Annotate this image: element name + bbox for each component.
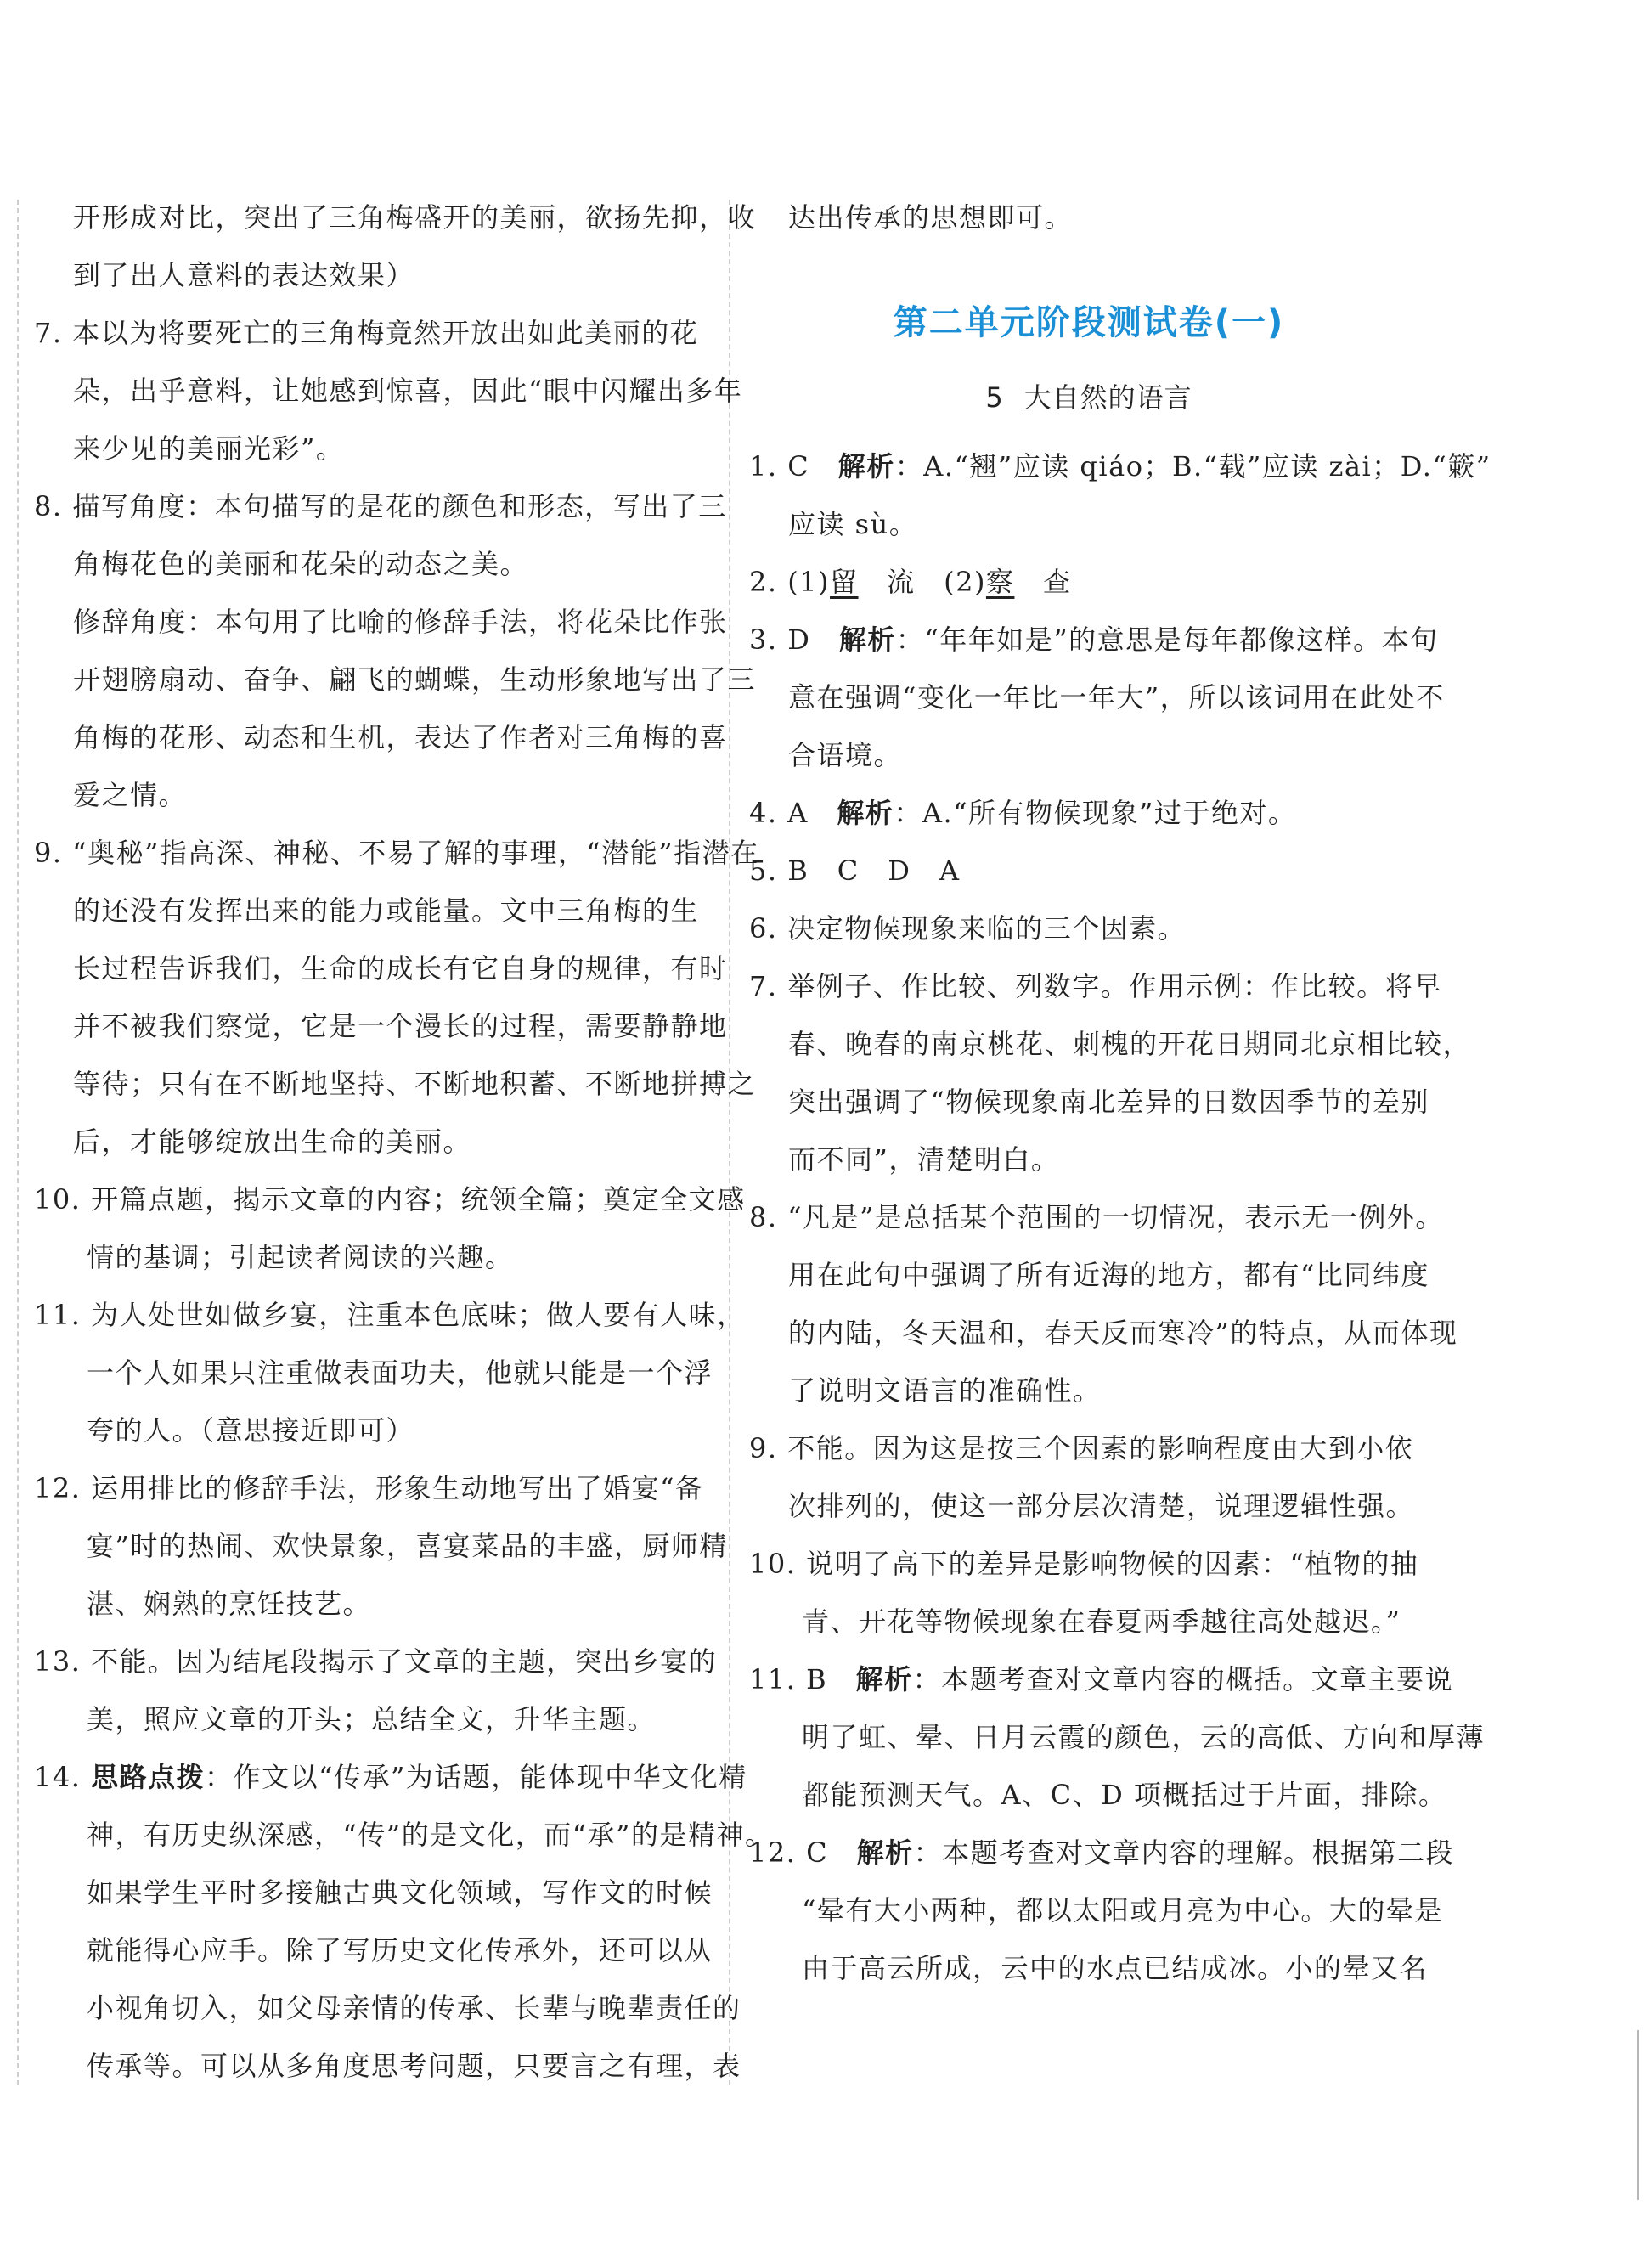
answer-line: 次排列的，使这一部分层次清楚，说理逻辑性强。 (788, 1490, 1415, 1522)
answer-line: 如果学生平时多接触古典文化领域，写作文的时候 (87, 1876, 713, 1909)
item-text: ：A.“所有物候现象”过于绝对。 (894, 797, 1297, 829)
answer-line: 应读 sù。 (788, 508, 918, 540)
left-margin-rule (17, 200, 19, 2085)
analysis-label: 思路点拨 (91, 1761, 206, 1793)
answer-line: 长过程告诉我们，生命的成长有它自身的规律，有时 (73, 952, 728, 984)
answer-line: 来少见的美丽光彩”。 (73, 432, 345, 465)
answer-list (749, 437, 1491, 1997)
continued-line: 达出传承的思想即可。 (788, 201, 1074, 234)
answer-line: 意在强调“变化一年比一年大”，所以该词用在此处不 (788, 681, 1445, 714)
answer-line: 由于高云所成，云中的水点已结成冰。小的晕又名 (802, 1952, 1429, 1984)
answer-line: 修辞角度：本句用了比喻的修辞手法，将花朵比作张 (73, 606, 728, 638)
item-text: ：本题考查对文章内容的理解。根据第二段 (913, 1836, 1455, 1869)
answer-item: 10. 说明了高下的差异是影响物候的因素：“植物的抽 (749, 1548, 1419, 1580)
left-column (34, 189, 774, 2095)
item-number: 11. B (749, 1663, 856, 1695)
answer-item (749, 1824, 1455, 1881)
answer-line: “晕有大小两种，都以太阳或月亮为中心。大的晕是 (802, 1894, 1443, 1927)
item-text: ：本题考查对文章内容的概括。文章主要说 (912, 1663, 1454, 1695)
answer-line: 用在此句中强调了所有近海的地方，都有“比同纬度 (788, 1259, 1429, 1291)
answer-item (749, 437, 1491, 495)
answer-line: 爱之情。 (73, 779, 188, 811)
answer-item: 9. “奥秘”指高深、神秘、不易了解的事理，“潜能”指潜在 (34, 837, 759, 869)
answer-line: 春、晚春的南京桃花、刺槐的开花日期同北京相比较， (788, 1028, 1472, 1060)
item-text: ：A.“翘”应读 qiáo；B.“载”应读 zài；D.“簌” (894, 450, 1491, 482)
answer-line: 小视角切入，如父母亲情的传承、长辈与晚辈责任的 (87, 1992, 741, 2024)
answer-line: 就能得心应手。除了写历史文化传承外，还可以从 (87, 1934, 713, 1966)
analysis-label: 解析 (837, 797, 894, 829)
analysis-label: 解析 (837, 450, 895, 482)
answer-line: 并不被我们察觉，它是一个漫长的过程，需要静静地 (73, 1010, 728, 1042)
answer-line: 合语境。 (788, 739, 903, 771)
answer-item: 7. 举例子、作比较、列数字。作用示例：作比较。将早 (749, 970, 1442, 1002)
answer-line: 的内陆，冬天温和，春天反而寒冷”的特点，从而体现 (788, 1317, 1458, 1349)
unit-title: 第二单元阶段测试卷(一) (893, 303, 1285, 342)
answer-item: 8. 描写角度：本句描写的是花的颜色和形态，写出了三 (34, 490, 727, 522)
answer-line: 情的基调；引起读者阅读的兴趣。 (87, 1241, 514, 1273)
answer-line: 后，才能够绽放出生命的美丽。 (73, 1126, 472, 1158)
answer-item: 13. 不能。因为结尾段揭示了文章的主题，突出乡宴的 (34, 1645, 718, 1678)
answer-item: 8. “凡是”是总括某个范围的一切情况，表示无一例外。 (749, 1201, 1444, 1233)
answer-item: 11. 为人处世如做乡宴，注重本色底味；做人要有人味， (34, 1299, 746, 1331)
lesson-name: 大自然的语言 (1023, 381, 1192, 414)
answer-line: 夸的人。（意思接近即可） (87, 1414, 415, 1447)
lesson-title (749, 376, 1429, 415)
right-column (749, 189, 1491, 1997)
item-text: ：“年年如是”的意思是每年都像这样。本句 (895, 623, 1439, 656)
answer-line: 神，有历史纵深感，“传”的是文化，而“承”的是精神。 (87, 1819, 774, 1851)
answer-line: 的还没有发挥出来的能力或能量。文中三角梅的生 (73, 894, 700, 927)
lesson-number: 5 (985, 381, 1004, 414)
answer-line: 了说明文语言的准确性。 (788, 1374, 1102, 1407)
answer-line: 朵，出乎意料，让她感到惊喜，因此“眼中闪耀出多年 (73, 375, 743, 407)
answer-line: 开翅膀扇动、奋争、翩飞的蝴蝶，生动形象地写出了三 (73, 663, 757, 696)
answer-line: 美，照应文章的开头；总结全文，升华主题。 (87, 1703, 657, 1735)
answer-line: 突出强调了“物候现象南北差异的日数因季节的差别 (788, 1086, 1429, 1118)
answer-item: 7. 本以为将要死亡的三角梅竟然开放出如此美丽的花 (34, 317, 699, 349)
answer-line: 湛、娴熟的烹饪技艺。 (87, 1588, 372, 1620)
analysis-label: 解析 (855, 1663, 913, 1695)
column-divider (729, 200, 730, 2085)
answer-line: 开形成对比，突出了三角梅盛开的美丽，欲扬先抑，收 (73, 201, 757, 234)
answer-item: 6. 决定物候现象来临的三个因素。 (749, 912, 1187, 945)
item-number: 4. A (749, 797, 837, 829)
answer-line: 而不同”，清楚明白。 (788, 1143, 1060, 1176)
answer-item: 12. 运用排比的修辞手法，形象生动地写出了婚宴“备 (34, 1472, 704, 1504)
answer-line: 宴”时的热闹、欢快景象，喜宴菜品的丰盛，厨师精 (87, 1530, 728, 1562)
answer-item (749, 611, 1439, 669)
answer-item: 9. 不能。因为这是按三个因素的影响程度由大到小依 (749, 1432, 1414, 1464)
answer-item (749, 1650, 1454, 1708)
item-number: 12. C (749, 1836, 857, 1869)
answer-item: 2. (1)留 流 (2)察 查 (749, 566, 1072, 598)
answer-line: 青、开花等物候现象在春夏两季越往高处越迟。” (802, 1605, 1401, 1638)
answer-line: 到了出人意料的表达效果） (73, 259, 415, 291)
answer-line: 角梅花色的美丽和花朵的动态之美。 (73, 548, 529, 580)
item-number: 1. C (749, 450, 838, 482)
answer-line: 都能预测天气。A、C、D 项概括过于片面，排除。 (802, 1779, 1447, 1811)
answer-line: 等待；只有在不断地坚持、不断地积蓄、不断地拼搏之 (73, 1068, 757, 1100)
analysis-label: 解析 (856, 1836, 914, 1869)
item-number: 14. (34, 1761, 92, 1793)
answer-item: 10. 开篇点题，揭示文章的内容；统领全篇；奠定全文感 (34, 1183, 746, 1216)
item-text: ：作文以“传承”为话题，能体现中华文化精 (205, 1761, 747, 1793)
answer-item: 5. B C D A (749, 855, 961, 887)
item-number: 3. D (749, 623, 839, 656)
answer-line: 传承等。可以从多角度思考问题，只要言之有理，表 (87, 2050, 741, 2082)
analysis-label: 解析 (838, 623, 896, 656)
answer-line: 明了虹、晕、日月云霞的颜色，云的高低、方向和厚薄 (802, 1721, 1486, 1753)
answer-item (34, 1748, 747, 1806)
answer-item (749, 784, 1429, 842)
answer-line: 角梅的花形、动态和生机，表达了作者对三角梅的喜 (73, 721, 728, 753)
answer-line: 一个人如果只注重做表面功夫，他就只能是一个浮 (87, 1357, 713, 1389)
page-edge-marks (1637, 2030, 1642, 2200)
